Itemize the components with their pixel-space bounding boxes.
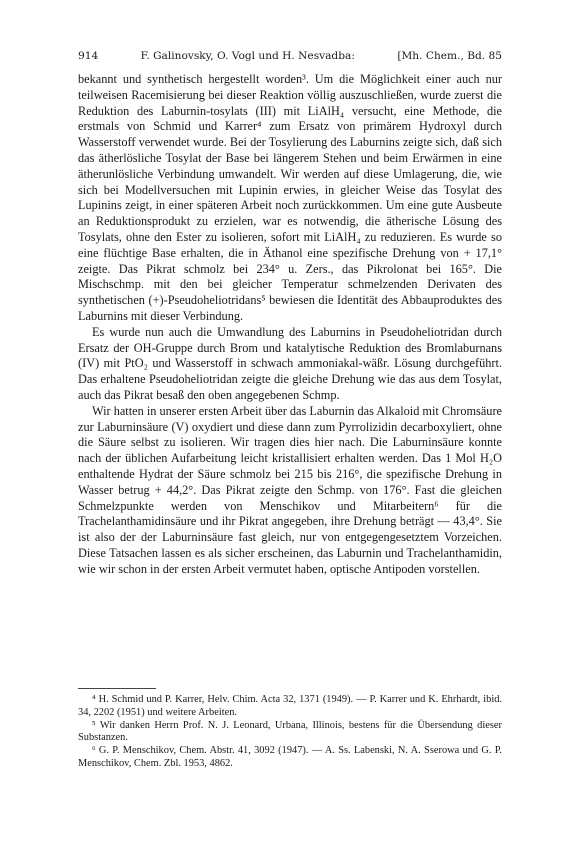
paragraph-3: Wir hatten in unserer ersten Arbeit über das Laburnin das Alkaloid mit Chromsäure zur Laburninsäure (V) oxydiert und diese dann zum Pyrrolizidin decarboxyliert, ohne die Säure selbst zu isolieren. Wir tragen dies hier nach. Die Laburninsäure konnte nach der üblichen Aufarbeitung leicht kristallisiert erhalten werden. Das 1 Mol H₂O enthaltende Hydrat der Säure schmolz bei 215 bis 216°, die spezifische Drehung in Wasser betrug + 44,2°. Das Pikrat zeigte den Schmp. von 176°. Fast die gleichen Schmelzpunkte werden von Menschikov und Mitarbeitern⁶ für die Trachelanthamidinsäure und ihr Pikrat angegeben, ihre Drehung beträgt — 43,4°. Sie ist also der der Laburninsäure fast gleich, nur von entgegengesetztem Vorzeichen. Diese Tatsachen lassen es als sicher erscheinen, das Laburnin und Trachelanthamidin, wie wir schon in der ersten Arbeit vermutet haben, optische Antipoden vorstellen. <box>78 403 502 576</box>
paragraph-2: Es wurde nun auch die Umwandlung des Laburnins in Pseudoheliotridan durch Ersatz der OH-Gruppe durch Brom und katalytische Reduktion des Bromlaburnans (IV) mit PtO₂ und Wasserstoff in schwach ammoniakal-wäßr. Lösung durchgeführt. Das erhaltene Pseudoheliotridan zeigte die gleiche Drehung wie das aus dem Tosylat, auch das Pikrat besaß den oben angegebenen Schmp. <box>78 324 502 402</box>
paragraph-1: bekannt und synthetisch hergestellt worden³. Um die Möglichkeit einer auch nur teilweisen Racemisierung bei dieser Reaktion völlig auszuschließen, wurde zuerst die Reduktion des Laburnin-tosylats (III) mit LiAlH₄ versucht, eine Methode, die erstmals von Schmid und Karrer⁴ zum Ersatz von primärem Hydroxyl durch Wasserstoff verwendet wurde. Bei der Tosylierung des Laburnins zeigte sich, daß sich das ätherlösliche Tosylat der Base bei längerem Stehen und beim Erwärmen in eine ätherunlösliche Verbindung umwandelt. Wir werden auf diese Umlagerung, die, wie sich bei Modellversuchen mit Lupinin erwies, in gleicher Weise das Tosylat des Lupinins zeigt, in einer späteren Arbeit noch zurückkommen. Um eine gute Ausbeute an Reduktionsprodukt zu erzielen, war es notwendig, die ätherische Lösung des Tosylats, ohne den Ester zu isolieren, sofort mit LiAlH₄ zu reduzieren. Es wurde so eine flüchtige Base erhalten, die in Äthanol eine spezifische Drehung von + 17,1° zeigte. Das Pikrat schmolz bei 234° u. Zers., das Pikrolonat bei 165°. Die Mischschmp. mit den bei gleicher Temperatur schmelzenden Derivaten des synthetischen (+)-Pseudoheliotridans⁵ bewiesen die Identität des Abbauproduktes des Laburnins mit dieser Verbindung. <box>78 72 502 323</box>
footnote-5: ⁵ Wir danken Herrn Prof. N. J. Leonard, Urbana, Illinois, bestens für die Übersendung dieser Substanzen. <box>78 719 502 744</box>
page-number: 914 <box>78 50 99 62</box>
footnotes <box>78 694 502 771</box>
running-header <box>78 50 502 62</box>
main-text <box>78 72 502 578</box>
footnote-4: ⁴ H. Schmid und P. Karrer, Helv. Chim. Acta 32, 1371 (1949). — P. Karrer und K. Ehrhardt, ibid. 34, 2202 (1951) und weitere Arbeiten. <box>78 694 502 718</box>
footnote-divider <box>78 688 156 689</box>
header-journal: [Mh. Chem., Bd. 85 <box>397 50 502 62</box>
footnote-6: ⁶ G. P. Menschikov, Chem. Abstr. 41, 3092 (1947). — A. Ss. Labenski, N. A. Sserowa und G. P. Menschikov, Chem. Zbl. 1953, 4862. <box>78 745 502 769</box>
header-authors: F. Galinovsky, O. Vogl und H. Nesvadba: <box>140 50 355 62</box>
